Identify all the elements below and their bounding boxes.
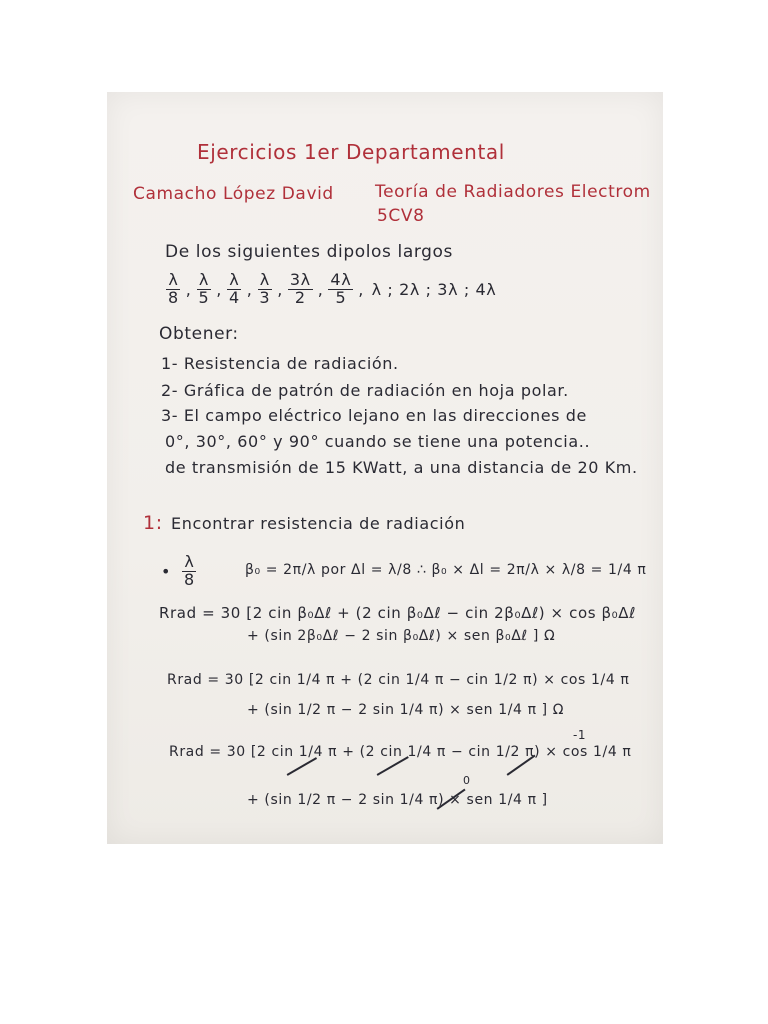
task-item-1: 1- Resistencia de radiación. — [161, 354, 399, 373]
obtener-label: Obtener: — [159, 324, 239, 344]
author-name: Camacho López David — [133, 184, 334, 204]
solution-heading: Encontrar resistencia de radiación — [171, 514, 466, 533]
course-name: Teoría de Radiadores Electrom — [375, 182, 651, 202]
case-fraction: $\frac{\lambda}{8}$ — [184, 552, 195, 589]
rrad-cancel-line2: + (sin 1/2 π − 2 sin 1/4 π) × sen 1/4 π ] — [247, 792, 548, 808]
task-item-3-cont: 0°, 30°, 60° y 90° cuando se tiene una potencia.. — [165, 432, 591, 451]
bullet-dot: • — [161, 561, 172, 581]
rrad-formula-line1: Rrad = 30 [2 cin β₀Δℓ + (2 cin β₀Δℓ − cin 2β₀Δℓ) × cos β₀Δℓ — [159, 604, 636, 622]
group-code: 5CV8 — [377, 206, 425, 226]
rrad-cancel-line1: Rrad = 30 [2 cin 1/4 π + (2 cin 1/4 π − cin 1/2 π) × cos 1/4 π — [169, 744, 632, 760]
dipole-0: $\frac{\lambda}{8}$ — [168, 270, 179, 307]
annotation-minus-one: -1 — [573, 728, 587, 742]
solution-number: 1: — [143, 512, 163, 534]
notebook-page — [107, 92, 663, 844]
dipole-2: $\frac{\lambda}{4}$ — [228, 270, 240, 307]
case-bullet — [161, 554, 200, 589]
task-item-3-cont2: de transmisión de 15 KWatt, a una distancia de 20 Km. — [165, 458, 638, 477]
dipole-rest: λ ; 2λ ; 3λ ; 4λ — [365, 279, 497, 299]
rrad-substituted-line2: + (sin 1/2 π − 2 sin 1/4 π) × sen 1/4 π ] Ω — [247, 702, 565, 718]
dipole-list: $\frac{\lambda}{8}$ , $\frac{\lambda}{5}$ , $\frac{\lambda}{4}$ , $\frac{\lambda}{3}$ , $\frac{3\lambda}{2}$ , $\frac{4\lambda}{5}$ , λ ; 2λ ; 3λ ; 4λ — [168, 270, 497, 307]
rrad-formula-line2: + (sin 2β₀Δℓ − 2 sin β₀Δℓ) × sen β₀Δℓ ] Ω — [247, 628, 556, 644]
page-title: Ejercicios 1er Departamental — [197, 140, 505, 164]
beta-relation: β₀ = 2π/λ por Δl = λ/8 ∴ β₀ × Δl = 2π/λ × λ/8 = 1/4 π — [245, 562, 647, 578]
dipole-4: $\frac{3\lambda}{2}$ — [289, 270, 311, 307]
task-item-2: 2- Gráfica de patrón de radiación en hoja polar. — [161, 381, 569, 400]
dipole-5: $\frac{4\lambda}{5}$ — [330, 270, 352, 307]
dipole-3: $\frac{\lambda}{3}$ — [259, 270, 271, 307]
problem-intro: De los siguientes dipolos largos — [165, 242, 453, 262]
dipole-1: $\frac{\lambda}{5}$ — [198, 270, 210, 307]
rrad-substituted-line1: Rrad = 30 [2 cin 1/4 π + (2 cin 1/4 π − cin 1/2 π) × cos 1/4 π — [167, 672, 630, 688]
annotation-zero: 0 — [463, 774, 471, 787]
task-item-3: 3- El campo eléctrico lejano en las direcciones de — [161, 406, 587, 425]
